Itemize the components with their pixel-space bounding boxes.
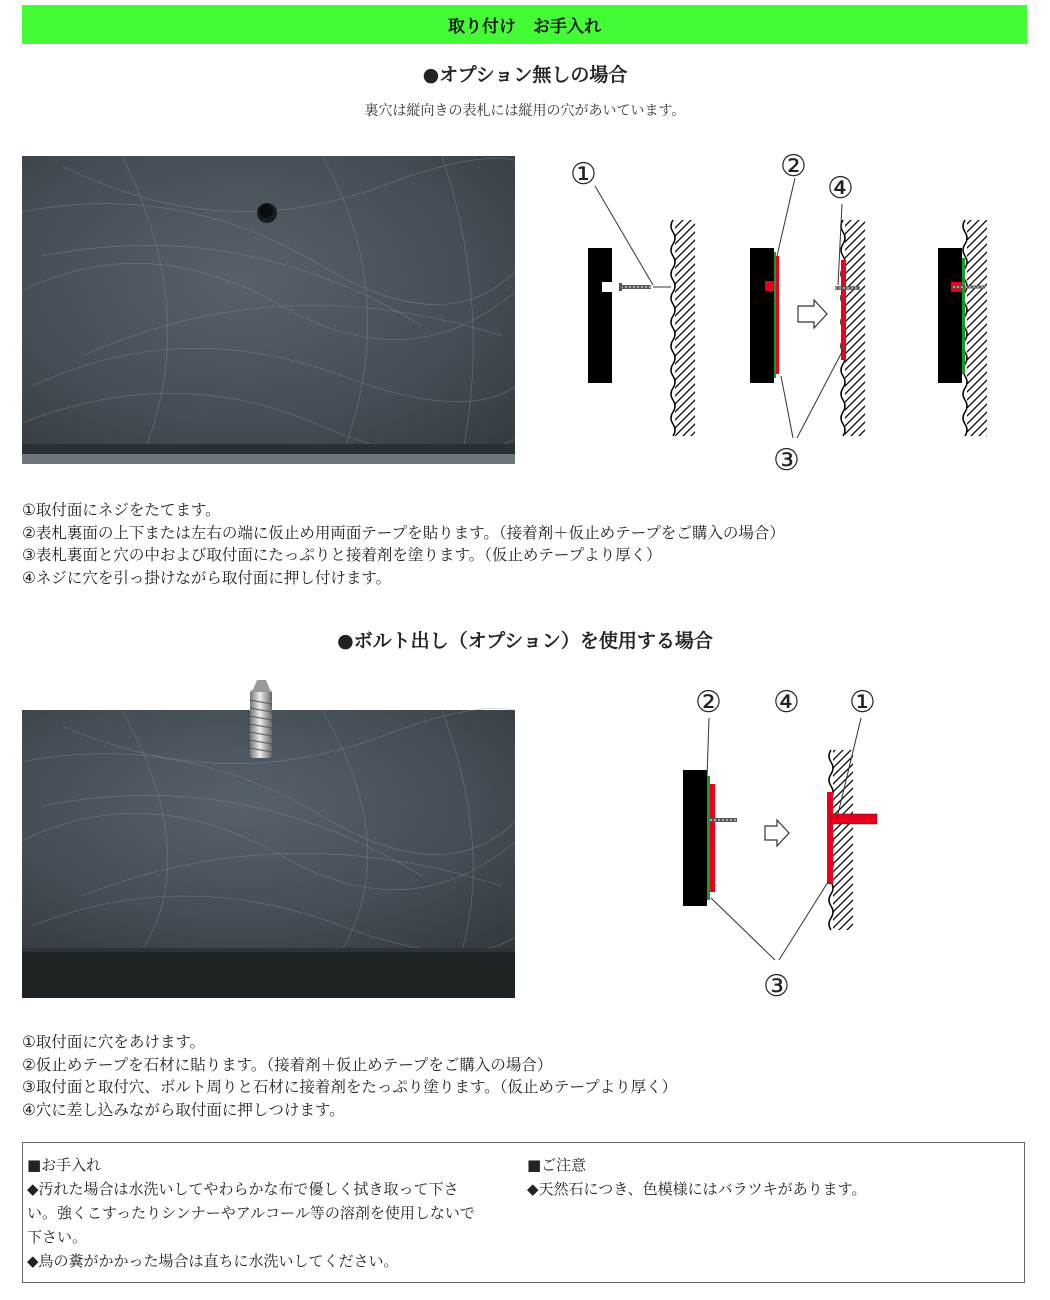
care-section <box>27 1153 517 1273</box>
diagram1-label-4: ④ <box>827 171 854 206</box>
caution-title: ■ご注意 <box>527 1156 587 1174</box>
section1-step: ②表札裏面の上下または左右の端に仮止め用両面テープを貼ります。（接着剤＋仮止めテープをご購入の場合） <box>22 523 785 542</box>
diagram1-label-2: ② <box>780 149 807 184</box>
care-notice-box <box>22 1142 1025 1283</box>
care-line: 下さい。 <box>27 1228 88 1246</box>
banner-title: 取り付け お手入れ <box>448 17 601 37</box>
diagram1-label-3: ③ <box>773 443 800 478</box>
care-line: ◆鳥の糞がかかった場合は直ちに水洗いしてください。 <box>27 1252 399 1270</box>
section2-heading: ●ボルト出し（オプション）を使用する場合 <box>337 630 713 652</box>
caution-section <box>527 1153 1017 1201</box>
care-title: ■お手入れ <box>27 1156 102 1174</box>
section-banner <box>22 5 1027 44</box>
section2-step: ①取付面に穴をあけます。 <box>22 1033 206 1051</box>
section1-heading: ●オプション無しの場合 <box>422 64 628 86</box>
section1-step: ①取付面にネジをたてます。 <box>22 501 221 519</box>
section1-steps <box>22 499 1022 589</box>
stone-back-photo <box>22 156 515 464</box>
diagram2-label-2: ② <box>695 685 722 720</box>
section1-note: 裏穴は縦向きの表札には縦用の穴があいています。 <box>364 103 686 119</box>
stone-bolt-photo <box>22 676 515 998</box>
diagram2-label-4: ④ <box>773 685 800 720</box>
diagram2-label-1: ① <box>849 685 876 720</box>
section1-step: ③表札裏面と穴の中および取付面にたっぷりと接着剤を塗ります。（仮止めテープより厚く） <box>22 546 662 564</box>
care-line: ◆汚れた場合は水洗いしてやわらかな布で優しく拭き取って下さ <box>27 1180 459 1198</box>
section2-diagram <box>665 680 895 1000</box>
diagram2-label-3: ③ <box>763 969 790 1000</box>
section2-steps <box>22 1031 1022 1121</box>
section1-step: ④ネジに穴を引っ掛けながら取付面に押し付けます。 <box>22 568 392 587</box>
section2-step: ③取付面と取付穴、ボルト周りと石材に接着剤をたっぷり塗ります。（仮止めテープより厚く） <box>22 1078 678 1096</box>
caution-line: ◆天然石につき、色模様にはバラツキがあります。 <box>527 1180 867 1198</box>
section2-step: ②仮止めテープを石材に貼ります。（接着剤＋仮止めテープをご購入の場合） <box>22 1055 553 1074</box>
diagram1-label-1: ① <box>570 157 597 192</box>
care-line: い。強くこすったりシンナーやアルコール等の溶剤を使用しないで <box>27 1204 475 1222</box>
section2-step: ④穴に差し込みながら取付面に押しつけます。 <box>22 1100 345 1119</box>
section1-diagram <box>555 148 1015 478</box>
